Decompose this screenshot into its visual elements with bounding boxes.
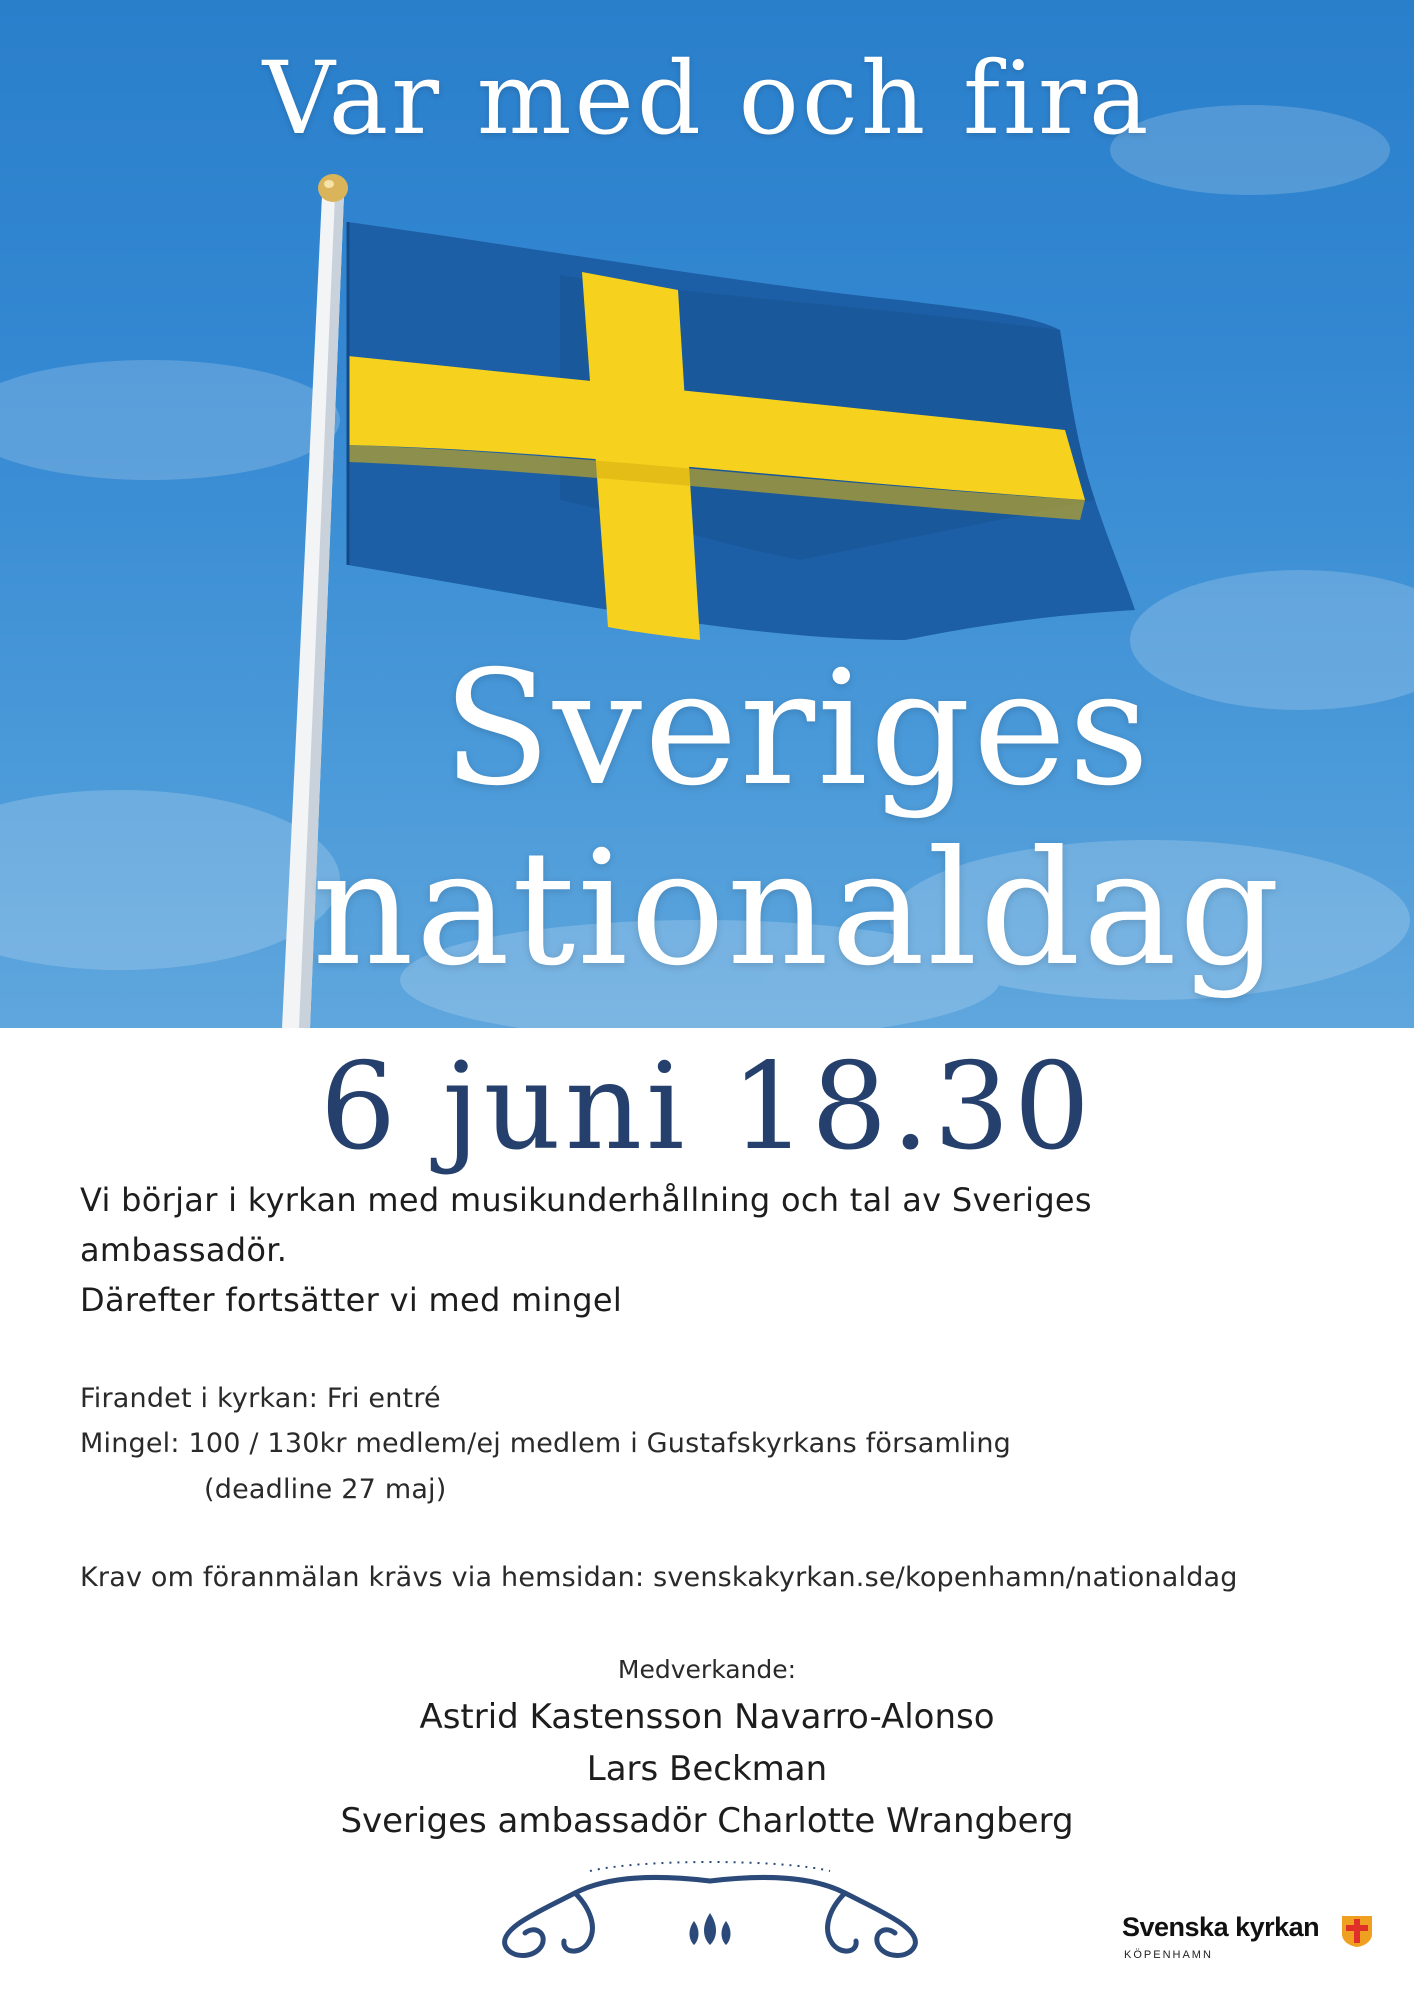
- church-cross-icon: [1340, 1914, 1374, 1948]
- event-date-time: 6 juni 18.30: [319, 1038, 1095, 1177]
- intro-line-1: Vi börjar i kyrkan med musikunderhållning och tal av Sveriges: [80, 1181, 1092, 1219]
- participant-name: Astrid Kastensson Navarro-Alonso: [419, 1697, 995, 1737]
- participant-name: Lars Beckman: [586, 1749, 828, 1789]
- intro-text: [80, 1175, 1340, 1325]
- entry-info: Firandet i kyrkan: Fri entré: [80, 1383, 441, 1414]
- logo-subtitle: KÖPENHAMN: [1124, 1949, 1213, 1961]
- deadline-info: (deadline 27 maj): [204, 1474, 447, 1505]
- hero-title-line1: Sveriges: [442, 637, 1152, 821]
- intro-line-3: Därefter fortsätter vi med mingel: [80, 1281, 623, 1319]
- swedish-flag: [348, 222, 1135, 640]
- flourish-ornament-icon: [480, 1853, 940, 1963]
- intro-line-2: ambassadör.: [80, 1231, 288, 1269]
- svenska-kyrkan-logo: [1122, 1912, 1382, 1972]
- mingle-price-info: Mingel: 100 / 130kr medlem/ej medlem i Gustafskyrkans församling: [80, 1428, 1011, 1459]
- registration-info: Krav om föranmälan krävs via hemsidan: svenskakyrkan.se/kopenhamn/nationaldag: [80, 1562, 1238, 1593]
- logo-name: Svenska kyrkan: [1122, 1912, 1320, 1942]
- participant-name: Sveriges ambassadör Charlotte Wrangberg: [340, 1801, 1074, 1841]
- hero-tagline: Var med och fira: [262, 40, 1152, 157]
- hero-title-line2: nationaldag: [311, 817, 1283, 1001]
- participants-heading: Medverkande:: [617, 1655, 797, 1684]
